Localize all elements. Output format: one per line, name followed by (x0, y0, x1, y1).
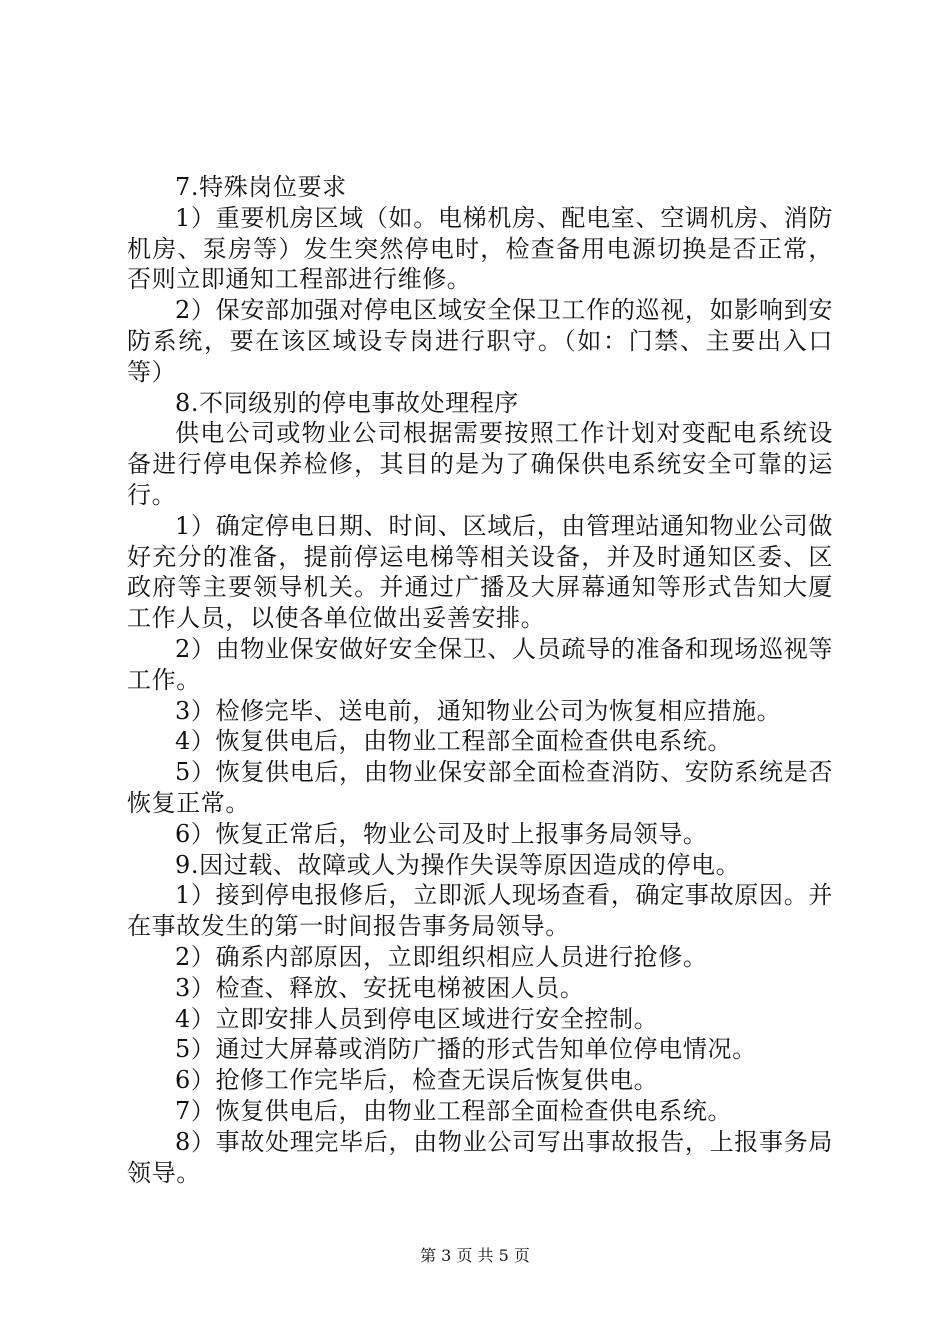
paragraph: 1）确定停电日期、时间、区域后，由管理站通知物业公司做好充分的准备，提前停运电梯等相关设备，并及时通知区委、区政府等主要领导机关。并通过广播及大屏幕通知等形式告知大厦工作人员，以使各单位做出妥善安排。 (127, 511, 833, 633)
paragraph: 4）恢复供电后，由物业工程部全面检查供电系统。 (175, 727, 733, 756)
paragraph: 1）重要机房区域（如。电梯机房、配电室、空调机房、消防机房、泵房等）发生突然停电时，检查备用电源切换是否正常，否则立即通知工程部进行维修。 (127, 203, 833, 294)
paragraph: 5）通过大屏幕或消防广播的形式告知单位停电情况。 (175, 1035, 757, 1064)
paragraph: 5）恢复供电后，由物业保安部全面检查消防、安防系统是否恢复正常。 (127, 758, 833, 817)
section-heading: 9.因过载、故障或人为操作失误等原因造成的停电。 (175, 850, 741, 879)
paragraph: 6）恢复正常后，物业公司及时上报事务局领导。 (175, 819, 708, 848)
paragraph: 7）恢复供电后，由物业工程部全面检查供电系统。 (175, 1096, 733, 1125)
paragraph: 8）事故处理完毕后，由物业公司写出事故报告，上报事务局领导。 (127, 1127, 833, 1187)
paragraph: 2）由物业保安做好安全保卫、人员疏导的准备和现场巡视等工作。 (127, 634, 833, 694)
section-heading: 8.不同级别的停电事故处理程序 (175, 388, 519, 417)
paragraph: 2）保安部加强对停电区域安全保卫工作的巡视，如影响到安防系统，要在该区域设专岗进行职守。（如：门禁、主要出入口等） (127, 296, 833, 386)
page-number-label: 第 3 页 共 5 页 (420, 1246, 530, 1265)
paragraph: 4）立即安排人员到停电区域进行安全控制。 (175, 1004, 659, 1033)
page-footer (0, 1243, 950, 1266)
paragraph: 供电公司或物业公司根据需要按照工作计划对变配电系统设备进行停电保养检修，其目的是为了确保供电系统安全可靠的运行。 (127, 419, 833, 509)
paragraph: 3）检查、释放、安抚电梯被困人员。 (175, 973, 585, 1002)
paragraph: 2）确系内部原因，立即组织相应人员进行抢修。 (175, 942, 708, 971)
paragraph: 3）检修完毕、送电前，通知物业公司为恢复相应措施。 (175, 696, 782, 725)
paragraph: 6）抢修工作完毕后，检查无误后恢复供电。 (175, 1066, 659, 1095)
paragraph: 1）接到停电报修后，立即派人现场查看，确定事故原因。并在事故发生的第一时间报告事务局领导。 (127, 881, 833, 941)
document-body (127, 172, 833, 1188)
section-heading: 7.特殊岗位要求 (175, 173, 347, 201)
